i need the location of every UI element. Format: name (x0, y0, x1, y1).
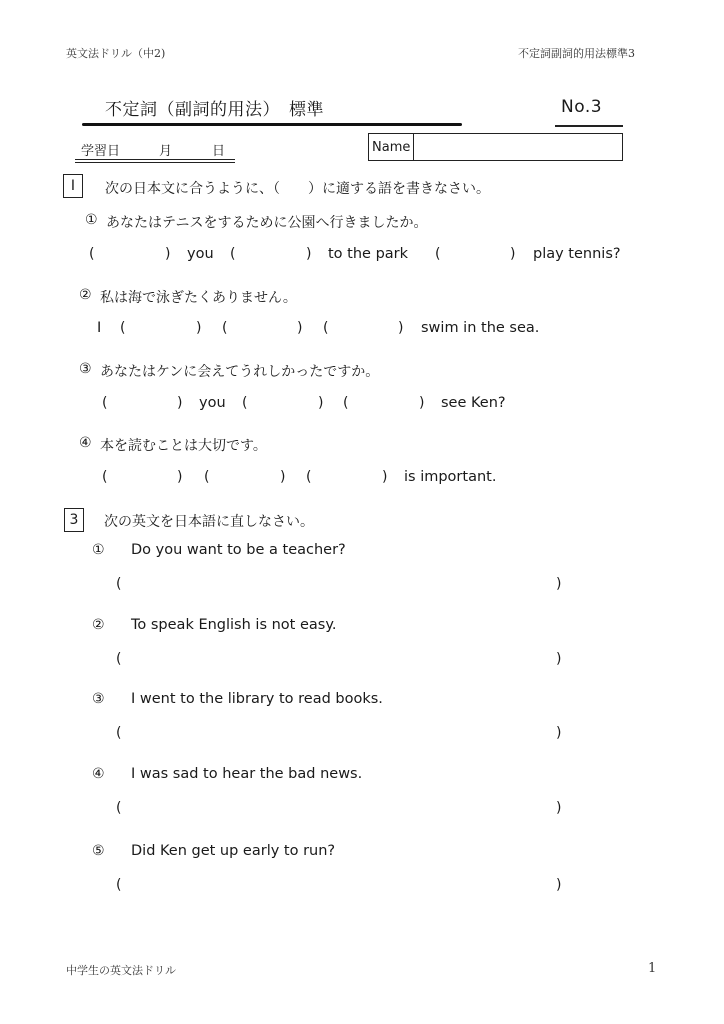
name-box (368, 133, 623, 161)
q3-5-answer-open[interactable]: ( (116, 877, 122, 893)
q3-2-answer-close: ) (556, 651, 562, 667)
q1-1-blank3-open[interactable]: ( (435, 246, 441, 262)
q3-4-answer-open[interactable]: ( (116, 800, 122, 816)
q3-5-marker: ⑤ (92, 843, 105, 859)
q1-2-marker: ② (79, 287, 92, 303)
study-date-label: 学習日 (81, 144, 121, 159)
q1-2-japanese: 私は海で泳ぎたくありません。 (100, 290, 297, 306)
q1-2-text-i: I (97, 320, 102, 336)
q1-4-japanese: 本を読むことは大切です。 (100, 438, 267, 454)
q1-4-text-is-important: is important. (404, 469, 497, 485)
q1-3-blank3-open[interactable]: ( (343, 395, 349, 411)
q3-3-answer-close: ) (556, 725, 562, 741)
q1-4-marker: ④ (79, 435, 92, 451)
q1-1-text-play-tennis: play tennis? (533, 246, 621, 262)
q3-4-answer-close: ) (556, 800, 562, 816)
q3-1-english: Do you want to be a teacher? (131, 542, 346, 558)
q1-1-text-to-the-park: to the park (328, 246, 409, 262)
q1-4-blank3-open[interactable]: ( (306, 469, 312, 485)
q1-3-marker: ③ (79, 361, 92, 377)
q1-4-blank1-close: ) (177, 469, 183, 485)
q1-4-blank1-open[interactable]: ( (102, 469, 108, 485)
q1-3-blank1-open[interactable]: ( (102, 395, 108, 411)
q1-1-japanese: あなたはテニスをするために公園へ行きましたか。 (106, 215, 428, 231)
running-header-left: 英文法ドリル（中2) (66, 47, 166, 60)
q3-4-english: I was sad to hear the bad news. (131, 766, 363, 782)
section-1-number: I (70, 178, 76, 194)
q3-1-answer-open[interactable]: ( (116, 576, 122, 592)
q1-2-blank3-open[interactable]: ( (323, 320, 329, 336)
q1-2-blank1-close: ) (196, 320, 202, 336)
number-underline (555, 125, 623, 127)
q1-1-blank2-open[interactable]: ( (230, 246, 236, 262)
q1-3-blank2-close: ) (318, 395, 324, 411)
study-date-day: 日 (212, 144, 226, 159)
section-3-instruction: 次の英文を日本語に直しなさい。 (104, 514, 314, 530)
q1-1-blank2-close: ) (306, 246, 312, 262)
section-3-number: 3 (69, 512, 79, 528)
q1-3-text-see-ken: see Ken? (441, 395, 506, 411)
worksheet-number: No.3 (561, 97, 603, 117)
q1-2-blank3-close: ) (398, 320, 404, 336)
page-number: 1 (648, 961, 657, 976)
q3-1-answer-close: ) (556, 576, 562, 592)
q3-3-marker: ③ (92, 691, 105, 707)
running-header-right: 不定詞副詞的用法標準3 (518, 47, 635, 60)
section-1-number-box (63, 174, 83, 198)
q3-5-answer-close: ) (556, 877, 562, 893)
q1-3-blank3-close: ) (419, 395, 425, 411)
section-1-instruction: 次の日本文に合うように、（ ）に適する語を書きなさい。 (105, 181, 490, 197)
name-input[interactable] (414, 134, 622, 160)
q3-5-english: Did Ken get up early to run? (131, 843, 336, 859)
q3-3-answer-open[interactable]: ( (116, 725, 122, 741)
study-date-month: 月 (159, 144, 173, 159)
q3-2-answer-open[interactable]: ( (116, 651, 122, 667)
q3-4-marker: ④ (92, 766, 105, 782)
footer-title: 中学生の英文法ドリル (66, 964, 176, 977)
page-title: 不定詞（副詞的用法） 標準 (105, 100, 324, 120)
date-underline-1 (75, 159, 235, 160)
q1-3-japanese: あなたはケンに会えてうれしかったですか。 (100, 364, 380, 380)
q1-1-marker: ① (85, 212, 98, 228)
name-label: Name (369, 134, 414, 160)
q1-1-blank3-close: ) (510, 246, 516, 262)
q1-2-blank2-close: ) (297, 320, 303, 336)
q1-1-blank1-close: ) (165, 246, 171, 262)
q1-3-blank2-open[interactable]: ( (242, 395, 248, 411)
section-3-number-box (64, 508, 84, 532)
title-underline (82, 123, 462, 126)
q1-4-blank3-close: ) (382, 469, 388, 485)
q3-2-english: To speak English is not easy. (131, 617, 337, 633)
q3-2-marker: ② (92, 617, 105, 633)
q3-1-marker: ① (92, 542, 105, 558)
q1-4-blank2-close: ) (280, 469, 286, 485)
q1-3-text-you: you (199, 395, 226, 411)
q1-3-blank1-close: ) (177, 395, 183, 411)
date-underline-2 (75, 162, 235, 163)
q3-3-english: I went to the library to read books. (131, 691, 383, 707)
q1-1-text-you: you (187, 246, 214, 262)
q1-1-blank1-open[interactable]: ( (89, 246, 95, 262)
q1-2-blank1-open[interactable]: ( (120, 320, 126, 336)
q1-4-blank2-open[interactable]: ( (204, 469, 210, 485)
q1-2-blank2-open[interactable]: ( (222, 320, 228, 336)
q1-2-text-swim: swim in the sea. (421, 320, 540, 336)
